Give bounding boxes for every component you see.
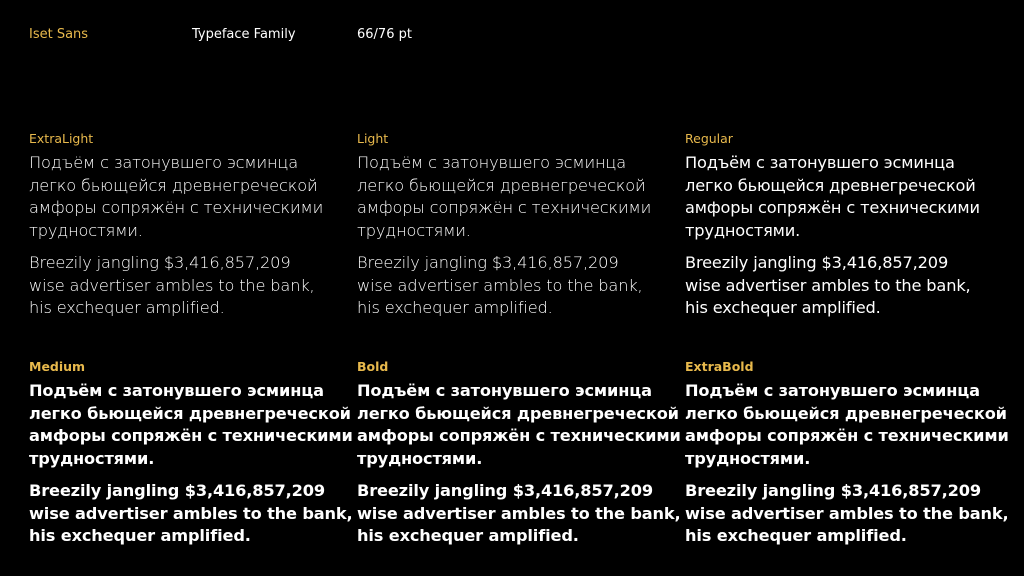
weight-label: Medium [29, 359, 86, 374]
sample-line: Подъём с затонувшего эсминца [29, 153, 299, 172]
sample-line: амфоры сопряжён с техническими [685, 426, 1009, 445]
weight-label: ExtraLight [29, 131, 94, 146]
sample-line: трудностями. [685, 448, 811, 468]
sample-line: Breezily jangling $3,416,857,209 [685, 253, 949, 272]
sample-line: легко бьющейся древнегреческой [357, 403, 679, 423]
sample-line: амфоры сопряжён с техническими [685, 198, 980, 217]
sample-line: Подъём с затонувшего эсминца [685, 381, 980, 400]
sample-line: Подъём с затонувшего эсминца [29, 381, 324, 400]
sample-extralight [29, 131, 347, 320]
latin-sample [685, 252, 1003, 320]
sample-line: Breezily jangling $3,416,857,209 [685, 481, 981, 500]
sample-line: wise advertiser ambles to the bank, [357, 275, 643, 295]
sample-line: амфоры сопряжён с техническими [29, 198, 324, 217]
weight-label: Light [357, 131, 389, 146]
sample-line: Breezily jangling $3,416,857,209 [29, 481, 325, 500]
sample-line: his exchequer amplified. [685, 298, 881, 317]
sample-line: his exchequer amplified. [29, 298, 225, 317]
sample-line: Подъём с затонувшего эсминца [685, 153, 955, 172]
cyrillic-sample [357, 380, 681, 470]
sample-line: амфоры сопряжён с техническими [357, 198, 652, 217]
cyrillic-sample [685, 152, 1003, 242]
latin-sample [357, 480, 681, 548]
cyrillic-sample [29, 380, 353, 470]
sample-regular [685, 131, 1003, 320]
weight-label: ExtraBold [685, 359, 754, 374]
sample-line: трудностями. [29, 220, 143, 240]
weight-label: Bold [357, 359, 389, 374]
sample-line: his exchequer amplified. [29, 526, 251, 545]
sample-bold [357, 359, 681, 548]
cyrillic-sample [685, 380, 1009, 470]
sample-line: легко бьющейся древнегреческой [29, 403, 351, 423]
typeface-description: Typeface Family [192, 27, 296, 42]
sample-line: легко бьющейся древнегреческой [685, 175, 976, 195]
sample-line: легко бьющейся древнегреческой [685, 403, 1007, 423]
sample-line: wise advertiser ambles to the bank, [29, 275, 315, 295]
sample-line: Breezily jangling $3,416,857,209 [29, 253, 291, 272]
latin-sample [357, 252, 675, 320]
weight-label: Regular [685, 131, 733, 146]
page-header [0, 27, 1024, 47]
sample-line: his exchequer amplified. [357, 298, 553, 317]
sample-line: трудностями. [357, 220, 471, 240]
sample-line: his exchequer amplified. [357, 526, 579, 545]
sample-line: Breezily jangling $3,416,857,209 [357, 253, 619, 272]
sample-line: his exchequer amplified. [685, 526, 907, 545]
latin-sample [29, 480, 353, 548]
sample-line: трудностями. [29, 448, 155, 468]
sample-line: Breezily jangling $3,416,857,209 [357, 481, 653, 500]
sample-light [357, 131, 675, 320]
sample-line: трудностями. [357, 448, 483, 468]
sample-line: wise advertiser ambles to the bank, [357, 503, 681, 523]
sample-line: wise advertiser ambles to the bank, [29, 503, 353, 523]
sample-line: wise advertiser ambles to the bank, [685, 275, 971, 295]
sample-line: Подъём с затонувшего эсминца [357, 381, 652, 400]
sample-line: амфоры сопряжён с техническими [29, 426, 353, 445]
sample-line: wise advertiser ambles to the bank, [685, 503, 1009, 523]
sample-line: легко бьющейся древнегреческой [357, 175, 646, 195]
cyrillic-sample [357, 152, 675, 242]
sample-extrabold [685, 359, 1009, 548]
sample-medium [29, 359, 353, 548]
latin-sample [29, 252, 347, 320]
latin-sample [685, 480, 1009, 548]
sample-line: Подъём с затонувшего эсминца [357, 153, 627, 172]
typeface-name: Iset Sans [29, 27, 89, 42]
sample-line: амфоры сопряжён с техническими [357, 426, 681, 445]
cyrillic-sample [29, 152, 347, 242]
sample-line: трудностями. [685, 220, 801, 240]
sample-line: легко бьющейся древнегреческой [29, 175, 318, 195]
point-size: 66/76 pt [357, 27, 412, 42]
